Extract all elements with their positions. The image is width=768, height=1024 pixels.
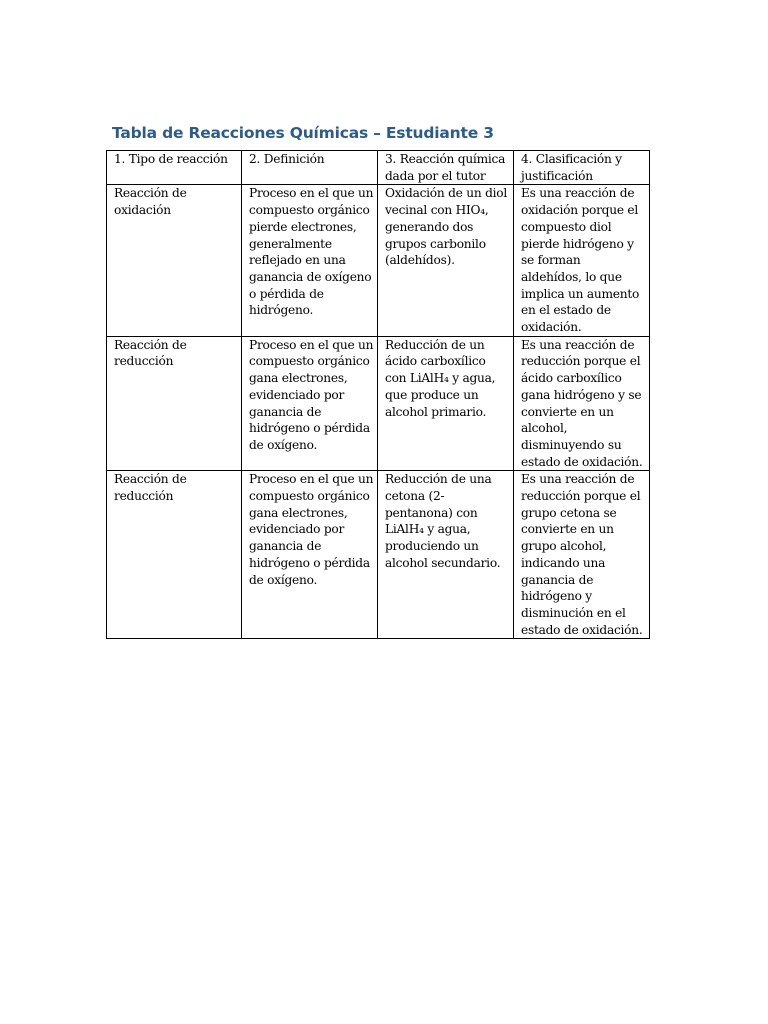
cell-text: Reacción de reducción <box>114 472 187 504</box>
cell-text: Es una reacción de reducción porque el grupo cetona se convierte en un grupo alcohol, indicando una ganancia de hidrógeno y disminución en el estado de oxidación. <box>521 472 643 637</box>
header-cell-tutor-reaction <box>378 151 514 185</box>
cell-text: Reacción de reducción <box>114 337 187 369</box>
table-cell <box>378 336 514 471</box>
header-label: 4. Clasificación y justificación <box>521 152 622 183</box>
table-cell <box>514 336 650 471</box>
table-row <box>107 471 650 639</box>
table-cell <box>378 471 514 639</box>
cell-text: Reducción de una cetona (2- pentanona) con LiAlH₄ y agua, produciendo un alcohol secundario. <box>385 472 501 570</box>
table-cell <box>242 185 378 336</box>
header-label: 1. Tipo de reacción <box>114 152 228 166</box>
cell-text: Es una reacción de reducción porque el ácido carboxílico gana hidrógeno y se convierte en un alcohol, disminuyendo su estado de oxidación. <box>521 337 643 469</box>
table-cell <box>107 471 242 639</box>
cell-text: Reducción de un ácido carboxílico con LiAlH₄ y agua, que produce un alcohol primario. <box>385 337 496 419</box>
table-row <box>107 336 650 471</box>
table-cell <box>242 471 378 639</box>
cell-text: Proceso en el que un compuesto orgánico pierde electrones, generalmente reflejado en una ganancia de oxígeno o pérdida de hidrógeno. <box>249 186 374 318</box>
table-cell <box>107 185 242 336</box>
header-label: 2. Definición <box>249 152 325 166</box>
cell-text: Proceso en el que un compuesto orgánico gana electrones, evidenciado por ganancia de hidrógeno o pérdida de oxígeno. <box>249 472 374 587</box>
header-cell-classification <box>514 151 650 185</box>
cell-text: Oxidación de un diol vecinal con HIO₄, generando dos grupos carbonilo (aldehídos). <box>385 186 508 268</box>
table-cell <box>242 336 378 471</box>
cell-text: Proceso en el que un compuesto orgánico gana electrones, evidenciado por ganancia de hidrógeno o pérdida de oxígeno. <box>249 337 374 452</box>
cell-text: Reacción de oxidación <box>114 186 187 218</box>
header-cell-reaction-type <box>107 151 242 185</box>
reactions-table <box>106 150 650 639</box>
header-cell-definition <box>242 151 378 185</box>
header-label: 3. Reacción química dada por el tutor <box>385 152 506 183</box>
table-header-row <box>107 151 650 185</box>
table-cell <box>514 471 650 639</box>
document-title: Tabla de Reacciones Químicas – Estudiante 3 <box>112 124 494 142</box>
cell-text: Es una reacción de oxidación porque el compuesto diol pierde hidrógeno y se forman aldehídos, lo que implica un aumento en el estado de oxidación. <box>521 186 640 335</box>
table-row <box>107 185 650 336</box>
table-cell <box>107 336 242 471</box>
table-cell <box>514 185 650 336</box>
table-cell <box>378 185 514 336</box>
